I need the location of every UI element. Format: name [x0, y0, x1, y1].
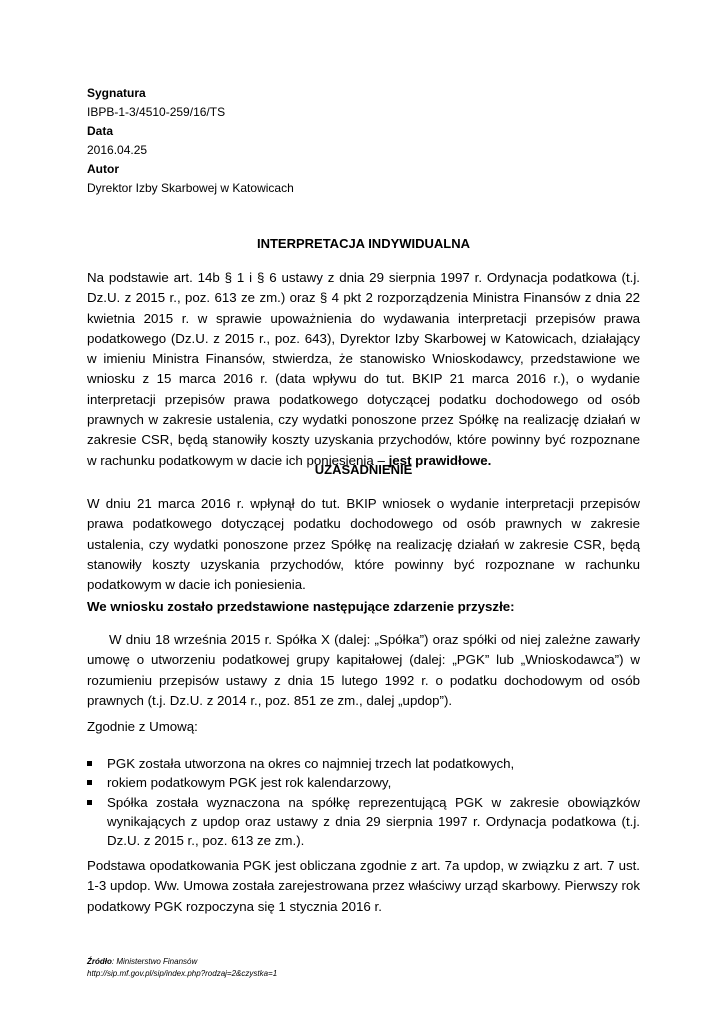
sygnatura-value: IBPB-1-3/4510-259/16/TS: [87, 105, 226, 119]
data-value: 2016.04.25: [87, 143, 148, 157]
bullet-square-icon: [87, 780, 92, 785]
sygnatura-label: Sygnatura: [87, 86, 146, 100]
autor-label: Autor: [87, 162, 119, 176]
intro-text: Na podstawie art. 14b § 1 i § 6 ustawy z dnia 29 sierpnia 1997 r. Ordynacja podatkowa (t.j. Dz.U. z 2015 r., poz. 613 ze zm.) oraz § 4 pkt 2 rozporządzenia Ministra Finansów z dnia 22 kwietnia 2015 r. w sprawie upoważnienia do wydawania interpretacji przepisów prawa podatkowego (Dz.U. z 2015 r., poz. 643), Dyrektor Izby Skarbowej w Katowicach, działający w imieniu Ministra Finansów, stwierdza, że stanowisko Wnioskodawcy, przedstawione we wniosku z 15 marca 2016 r. (data wpływu do tut. BKIP 21 marca 2016 r.), o wydanie interpretacji przepisów prawa podatkowego dotyczącej podatku dochodowego od osób prawnych w zakresie ustalenia, czy wydatki ponoszone przez Spółkę na realizację działań w zakresie CSR, będą stanowiły koszty uzyskania przychodów, które powinny być rozpoznane w rachunku podatkowym w dacie ich poniesienia –: [87, 270, 640, 468]
bullet-square-icon: [87, 761, 92, 766]
agreement-intro: Zgodnie z Umową:: [87, 719, 198, 734]
document-title: INTERPRETACJA INDYWIDUALNA: [256, 236, 471, 251]
list-item-text: rokiem podatkowym PGK jest rok kalendarzowy,: [107, 775, 392, 791]
intro-verdict: jest prawidłowe.: [388, 452, 492, 468]
source-value: : Ministerstwo Finansów: [111, 957, 198, 966]
autor-value: Dyrektor Izby Skarbowej w Katowicach: [87, 181, 294, 195]
list-item-text: Spółka została wyznaczona na spółkę reprezentującą PGK w zakresie obowiązków wynikających z updop oraz ustawy z dnia 29 sierpnia 1997 r. Ordynacja podatkowa (t.j. Dz.U. z 2015 r., poz. 613 ze zm.).: [107, 794, 640, 849]
source-line: [87, 956, 277, 968]
closing-paragraph: Podstawa opodatkowania PGK jest obliczana zgodnie z art. 7a updop, w związku z art. 7 ust. 1-3 updop. Ww. Umowa została zarejestrowana przez właściwy urząd skarbowy. Pierwszy rok podatkowy PGK rozpoczyna się 1 stycznia 2016 r.: [87, 858, 640, 914]
list-item-text: PGK została utworzona na okres co najmniej trzech lat podatkowych,: [107, 756, 515, 771]
event-paragraph: W dniu 18 września 2015 r. Spółka X (dalej: „Spółka”) oraz spółki od niej zależne zawarły umowę o utworzeniu podatkowej grupy kapitałowej (dalej: „PGK” lub „Wnioskodawca”) w rozumieniu przepisów ustawy z dnia 15 lutego 1992 r. o podatku dochodowym od osób prawnych (t.j. Dz.U. z 2014 r., poz. 851 ze zm., dalej „updop”).: [87, 632, 640, 708]
data-label: Data: [87, 124, 114, 138]
source-url: http://sip.mf.gov.pl/sip/index.php?rodzaj=2&czystka=1: [87, 969, 278, 978]
document-metadata: [87, 84, 294, 198]
page-footer: [87, 956, 277, 980]
intro-paragraph: [87, 268, 640, 471]
bullet-square-icon: [87, 800, 92, 805]
list-item: [87, 754, 640, 773]
event-heading: We wniosku zostało przedstawione następujące zdarzenie przyszłe:: [87, 599, 515, 614]
agreement-list: [87, 754, 640, 850]
list-item: [87, 793, 640, 851]
justification-heading: UZASADNIENIE: [314, 462, 413, 477]
source-label: Źródło: [87, 957, 112, 966]
list-item: [87, 773, 640, 792]
justification-paragraph: W dniu 21 marca 2016 r. wpłynął do tut. BKIP wniosek o wydanie interpretacji przepisów prawa podatkowego dotyczącej podatku dochodowego od osób prawnych w zakresie ustalenia, czy wydatki ponoszone przez Spółkę na realizację działań w zakresie CSR, będą stanowiły koszty uzyskania przychodów, które powinny być rozpoznane w rachunku podatkowym w dacie ich poniesienia.: [87, 496, 640, 593]
